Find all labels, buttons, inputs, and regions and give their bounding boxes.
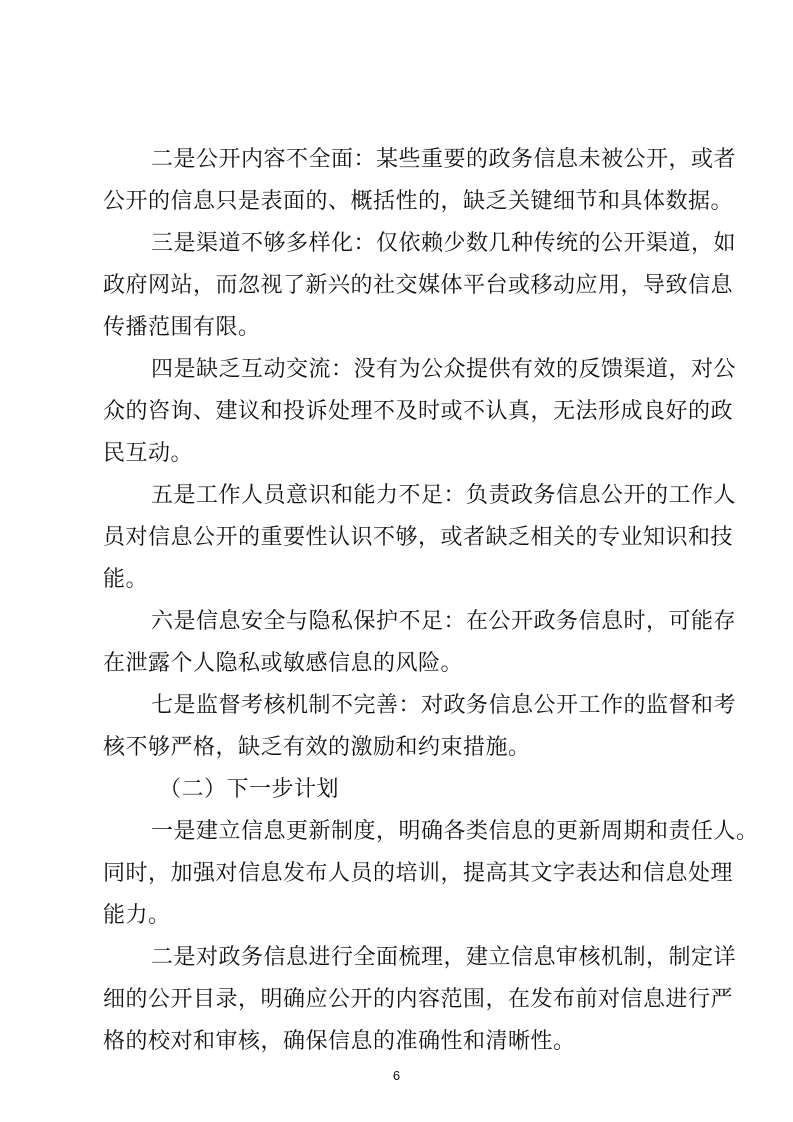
paragraph-5-line-2: 在泄露个人隐私或敏感信息的风险。 <box>103 651 464 676</box>
plan-paragraph-1-line-1: 一是建立信息更新制度，明确各类信息的更新周期和责任人。 <box>151 819 759 844</box>
section-heading: （二）下一步计划 <box>159 777 340 802</box>
paragraph-3-line-2: 众的咨询、建议和投诉处理不及时或不认真，无法形成良好的政 <box>103 399 734 424</box>
paragraph-4-line-2: 员对信息公开的重要性认识不够，或者缺乏相关的专业知识和技 <box>103 525 734 550</box>
plan-paragraph-2-line-2: 细的公开目录，明确应公开的内容范围，在发布前对信息进行严 <box>103 987 734 1012</box>
paragraph-2-line-1: 三是渠道不够多样化：仅依赖少数几种传统的公开渠道，如 <box>151 231 737 256</box>
paragraph-1-line-2: 公开的信息只是表面的、概括性的，缺乏关键细节和具体数据。 <box>103 189 734 214</box>
paragraph-3-line-3: 民互动。 <box>103 441 194 466</box>
plan-paragraph-2-line-3: 格的校对和审核，确保信息的准确性和清晰性。 <box>103 1029 576 1054</box>
plan-paragraph-2-line-1: 二是对政务信息进行全面梳理，建立信息审核机制，制定详 <box>151 945 737 970</box>
plan-paragraph-1-line-3: 能力。 <box>103 903 171 928</box>
paragraph-2-line-3: 传播范围有限。 <box>103 315 261 340</box>
paragraph-6-line-2: 核不够严格，缺乏有效的激励和约束措施。 <box>103 735 531 760</box>
paragraph-5-line-1: 六是信息安全与隐私保护不足：在公开政务信息时，可能存 <box>151 609 737 634</box>
paragraph-2-line-2: 政府网站，而忽视了新兴的社交媒体平台或移动应用，导致信息 <box>103 273 734 298</box>
paragraph-4-line-1: 五是工作人员意识和能力不足：负责政务信息公开的工作人 <box>151 483 737 508</box>
plan-paragraph-1-line-2: 同时，加强对信息发布人员的培训，提高其文字表达和信息处理 <box>103 861 734 886</box>
page-number: 6 <box>392 1068 401 1083</box>
paragraph-6-line-1: 七是监督考核机制不完善：对政务信息公开工作的监督和考 <box>151 693 737 718</box>
paragraph-4-line-3: 能。 <box>103 567 149 592</box>
paragraph-1-line-1: 二是公开内容不全面：某些重要的政务信息未被公开，或者 <box>151 147 737 172</box>
paragraph-3-line-1: 四是缺乏互动交流：没有为公众提供有效的反馈渠道，对公 <box>151 357 737 382</box>
